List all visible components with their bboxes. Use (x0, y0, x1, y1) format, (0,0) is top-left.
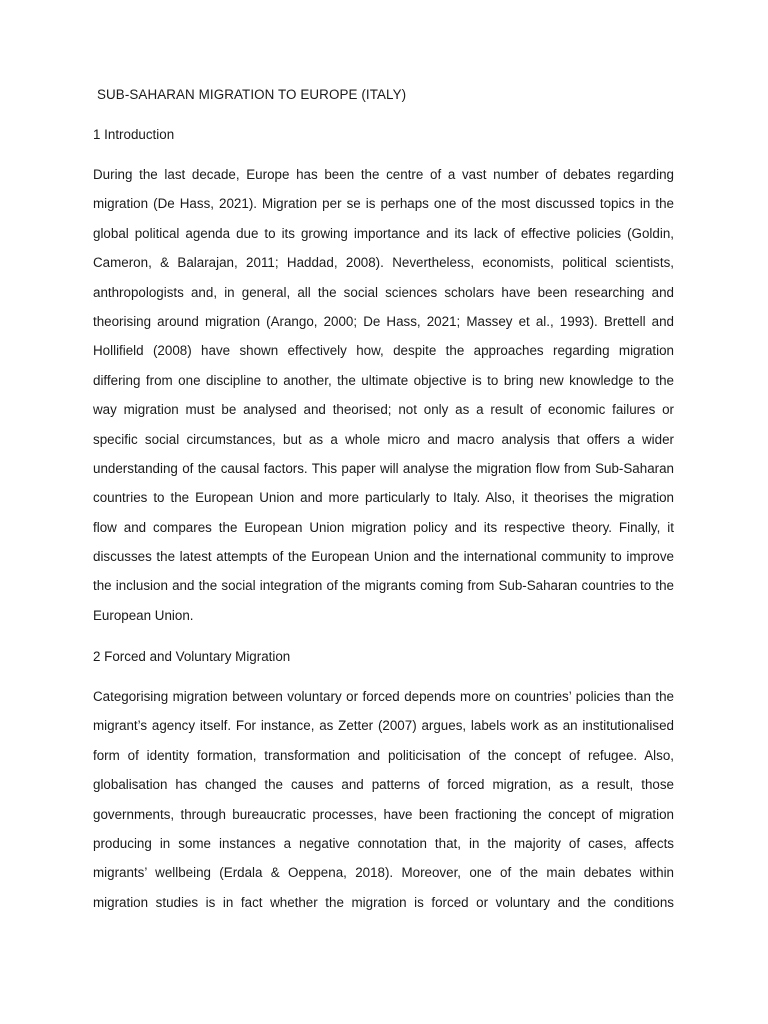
paragraph-line: global political agenda due to its growing importance and its lack of effective policies (Goldin, (93, 225, 674, 241)
paragraph-line: discusses the latest attempts of the European Union and the international community to improve (93, 549, 674, 565)
paragraph-line: Cameron, & Balarajan, 2011; Haddad, 2008). Nevertheless, economists, political scientists, (93, 255, 674, 271)
paragraph-line: Hollifield (2008) have shown effectively how, despite the approaches regarding migration (93, 343, 674, 359)
paragraph-line: migration studies is in fact whether the migration is forced or voluntary and the conditions (93, 894, 674, 910)
paragraph-line: producing in some instances a negative connotation that, in the majority of cases, affects (93, 835, 674, 851)
document-title: SUB-SAHARAN MIGRATION TO EUROPE (ITALY) (97, 87, 407, 102)
paragraph-line: governments, through bureaucratic processes, have been fractioning the concept of migration (93, 806, 674, 822)
paragraph-line: way migration must be analysed and theorised; not only as a result of economic failures or (93, 402, 674, 418)
paragraph-line: migrants’ wellbeing (Erdala & Oeppena, 2018). Moreover, one of the main debates within (93, 865, 674, 881)
paragraph-line: form of identity formation, transformation and politicisation of the concept of refugee. Also, (93, 747, 674, 763)
paragraph-line: migration (De Hass, 2021). Migration per se is perhaps one of the most discussed topics in the (93, 196, 674, 212)
paragraph-line: European Union. (93, 607, 194, 623)
paragraph-line: differing from one discipline to another, the ultimate objective is to bring new knowledge to the (93, 372, 674, 388)
paragraph-line: the inclusion and the social integration of the migrants coming from Sub-Saharan countries to the (93, 578, 674, 594)
paragraph-line: During the last decade, Europe has been the centre of a vast number of debates regarding (93, 167, 674, 182)
paragraph-line: understanding of the causal factors. This paper will analyse the migration flow from Sub-Saharan (93, 460, 674, 476)
paragraph-line: Categorising migration between voluntary or forced depends more on countries’ policies than the (93, 689, 674, 704)
paragraph-line: globalisation has changed the causes and patterns of forced migration, as a result, those (93, 777, 674, 793)
paragraph-line: specific social circumstances, but as a whole micro and macro analysis that offers a wider (93, 431, 674, 447)
section-heading-introduction: 1 Introduction (93, 127, 175, 142)
paragraph-line: countries to the European Union and more particularly to Italy. Also, it theorises the migration (93, 490, 674, 506)
paragraph-line: anthropologists and, in general, all the social sciences scholars have been researching and (93, 284, 674, 300)
paragraph-line: migrant’s agency itself. For instance, as Zetter (2007) argues, labels work as an institutionalised (93, 718, 674, 734)
section-heading-forced-voluntary-migration: 2 Forced and Voluntary Migration (93, 649, 291, 664)
introduction-paragraph (93, 167, 674, 637)
paragraph-line: theorising around migration (Arango, 2000; De Hass, 2021; Massey et al., 1993). Brettell and (93, 313, 674, 329)
paragraph-line: flow and compares the European Union migration policy and its respective theory. Finally, it (93, 519, 674, 535)
forced-voluntary-paragraph (93, 689, 674, 924)
